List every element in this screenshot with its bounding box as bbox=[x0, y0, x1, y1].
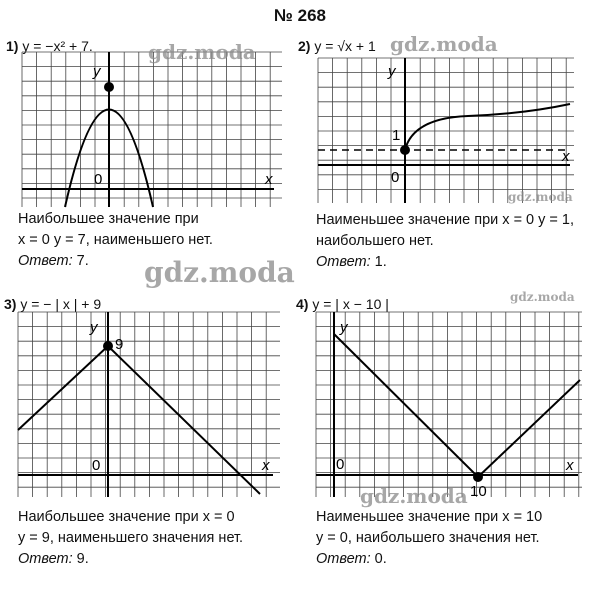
problem-3-header bbox=[4, 296, 101, 312]
problem-1-number: 1) bbox=[6, 38, 19, 54]
problem-4-header bbox=[296, 296, 389, 312]
problem-4-formula: y = | x − 10 | bbox=[312, 296, 389, 312]
problem-2-number: 2) bbox=[298, 38, 311, 54]
problem-2-header bbox=[298, 38, 376, 54]
problem-2-text-1: Наименьшее значение при x = 0 y = 1, bbox=[316, 212, 575, 228]
graph-1 bbox=[22, 52, 282, 207]
problem-1-answer bbox=[18, 252, 89, 271]
problem-1-answer-word: Ответ: bbox=[18, 253, 73, 269]
problem-3-answer-word: Ответ: bbox=[18, 551, 73, 567]
graph-4-tick-label: 10 bbox=[470, 483, 487, 500]
graph-3-curve bbox=[18, 346, 260, 494]
watermark-5: gdz.moda bbox=[510, 290, 575, 304]
problem-3-text-2: y = 9, наименьшего значения нет. bbox=[18, 530, 244, 546]
problem-3-number: 3) bbox=[4, 296, 17, 312]
problem-2-answer-word: Ответ: bbox=[316, 254, 371, 270]
graph-3-vertex-point bbox=[103, 341, 113, 351]
graph-3-tick-label: 9 bbox=[115, 336, 124, 353]
problem-3-text-1: Наибольшее значение при x = 0 bbox=[18, 509, 235, 525]
problem-4-text-1: Наименьшее значение при x = 10 bbox=[316, 509, 543, 525]
graph-2-curve bbox=[405, 104, 570, 150]
graph-3-origin-label: 0 bbox=[92, 457, 101, 474]
problem-3-answer-value: 9. bbox=[76, 551, 89, 567]
problem-3-answer bbox=[18, 550, 89, 569]
graph-4-y-label: y bbox=[340, 319, 348, 336]
watermark-4: gdz.moda bbox=[144, 256, 295, 289]
problem-3-formula: y = − | x | + 9 bbox=[20, 296, 102, 312]
problem-1-text-2: x = 0 y = 7, наименьшего нет. bbox=[18, 232, 213, 248]
graph-3-x-label: x bbox=[262, 457, 270, 474]
problem-2-answer-value: 1. bbox=[374, 254, 387, 270]
graph-2-tick-label: 1 bbox=[392, 127, 401, 144]
graph-1-x-label: x bbox=[265, 171, 273, 188]
graph-2-origin-label: 0 bbox=[391, 169, 400, 186]
watermark-2: gdz.moda bbox=[390, 32, 498, 56]
graph-3 bbox=[18, 312, 280, 497]
problem-4-number: 4) bbox=[296, 296, 309, 312]
graph-3-y-label: y bbox=[90, 319, 98, 336]
graph-4 bbox=[316, 312, 582, 500]
problem-2-answer bbox=[316, 253, 387, 272]
graph-2-grid bbox=[318, 58, 574, 203]
graph-2 bbox=[318, 58, 574, 203]
page-title: № 268 bbox=[273, 6, 327, 25]
graph-2-y-label: y bbox=[388, 63, 396, 80]
graph-4-vertex-point bbox=[473, 472, 483, 482]
graph-3-grid bbox=[18, 312, 280, 497]
watermark-3: gdz.moda bbox=[508, 190, 573, 204]
problem-1-formula: y = −x² + 7. bbox=[22, 38, 93, 54]
graph-1-y-label: y bbox=[93, 63, 101, 80]
graph-1-vertex-point bbox=[104, 82, 114, 92]
problem-1-text-1: Наибольшее значение при bbox=[18, 211, 199, 227]
problem-4-answer-value: 0. bbox=[374, 551, 387, 567]
graph-2-start-point bbox=[400, 145, 410, 155]
problem-4-answer bbox=[316, 550, 387, 569]
problem-4-answer-word: Ответ: bbox=[316, 551, 371, 567]
graph-4-x-label: x bbox=[566, 457, 574, 474]
graph-1-origin-label: 0 bbox=[94, 171, 103, 188]
watermark-6: gdz.moda bbox=[360, 484, 468, 508]
graph-4-origin-label: 0 bbox=[336, 456, 345, 473]
graph-4-grid bbox=[316, 312, 582, 497]
problem-1-answer-value: 7. bbox=[76, 253, 89, 269]
problem-2-formula: y = √x + 1 bbox=[314, 38, 376, 54]
problem-4-text-2: y = 0, наибольшего значения нет. bbox=[316, 530, 540, 546]
problem-2-text-2: наибольшего нет. bbox=[316, 233, 434, 249]
graph-2-x-label: x bbox=[562, 148, 570, 165]
graph-1-grid bbox=[22, 52, 282, 207]
watermark-1: gdz.moda bbox=[148, 40, 256, 64]
